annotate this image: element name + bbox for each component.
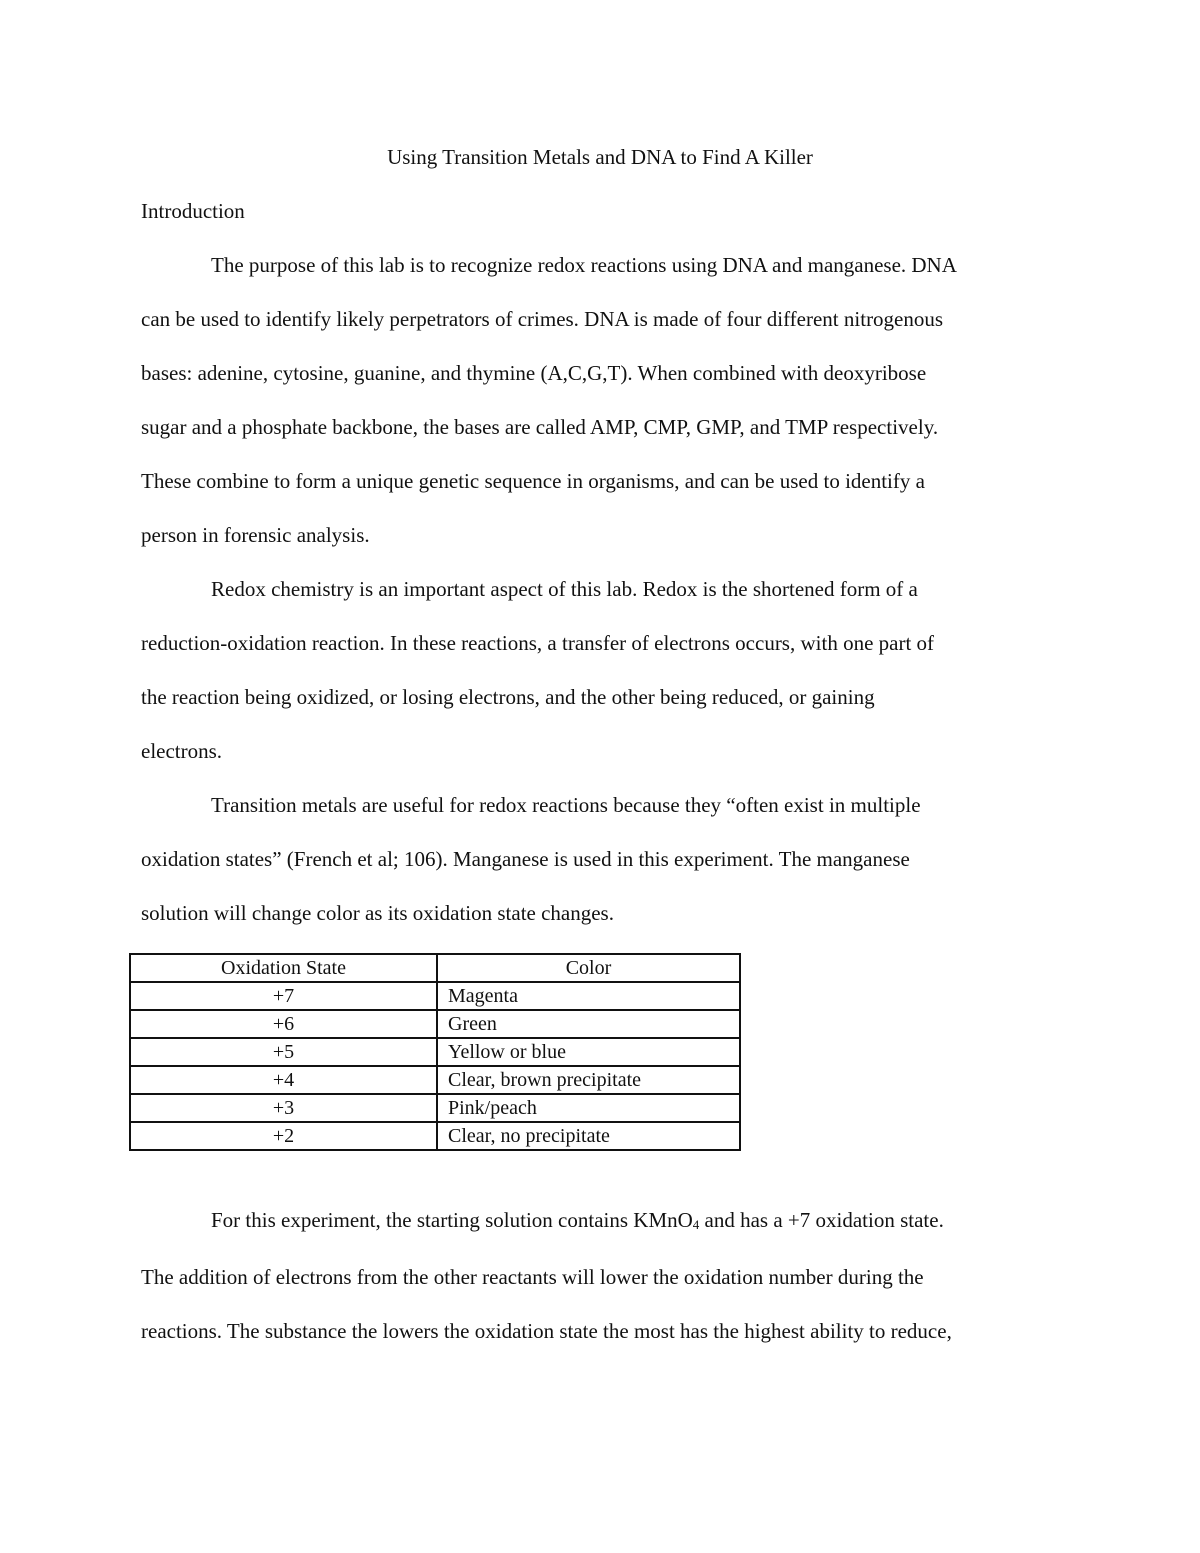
oxidation-state-cell: +2 [130, 1122, 437, 1150]
color-cell: Pink/peach [437, 1094, 740, 1122]
table-row [130, 982, 740, 1010]
column-header-oxidation-state: Oxidation State [130, 954, 437, 982]
line-text: and has a +7 oxidation state. [699, 1208, 944, 1232]
paragraph-line: solution will change color as its oxidation state changes. [141, 901, 614, 925]
color-cell: Clear, no precipitate [437, 1122, 740, 1150]
column-header-color: Color [437, 954, 740, 982]
oxidation-state-table [129, 953, 741, 1151]
paragraph-line: reduction-oxidation reaction. In these reactions, a transfer of electrons occurs, with one part of [141, 631, 935, 655]
oxidation-state-cell: +5 [130, 1038, 437, 1066]
paragraph-line: oxidation states” (French et al; 106). Manganese is used in this experiment. The manganese [141, 847, 910, 871]
paragraph-line: sugar and a phosphate backbone, the bases are called AMP, CMP, GMP, and TMP respectively. [141, 415, 939, 439]
paragraph-line: the reaction being oxidized, or losing electrons, and the other being reduced, or gaining [141, 685, 875, 709]
line-text: For this experiment, the starting solution contains KMnO [211, 1208, 693, 1232]
oxidation-state-cell: +3 [130, 1094, 437, 1122]
table-header-row [130, 954, 740, 982]
paragraph-line: These combine to form a unique genetic sequence in organisms, and can be used to identify a [141, 469, 925, 493]
oxidation-state-cell: +7 [130, 982, 437, 1010]
color-cell: Yellow or blue [437, 1038, 740, 1066]
paragraph-line: bases: adenine, cytosine, guanine, and thymine (A,C,G,T). When combined with deoxyribose [141, 361, 927, 385]
subscript: 4 [692, 1217, 700, 1232]
oxidation-state-cell: +4 [130, 1066, 437, 1094]
paragraph-line [141, 1193, 1066, 1250]
paragraph-line: The purpose of this lab is to recognize redox reactions using DNA and manganese. DNA [211, 253, 957, 277]
paragraph-purpose [141, 238, 1066, 562]
table-row [130, 1122, 740, 1150]
color-cell: Green [437, 1010, 740, 1038]
paragraph-line: Redox chemistry is an important aspect of this lab. Redox is the shortened form of a [211, 577, 918, 601]
table-row [130, 1010, 740, 1038]
color-cell: Magenta [437, 982, 740, 1010]
paragraph-line: The addition of electrons from the other reactants will lower the oxidation number during the [141, 1265, 924, 1289]
paragraph-transition-metals [141, 778, 1066, 940]
section-heading: Introduction [141, 199, 245, 223]
document-title: Using Transition Metals and DNA to Find A Killer [387, 145, 813, 169]
paragraph-redox [141, 562, 1066, 778]
table-row [130, 1094, 740, 1122]
paragraph-line: reactions. The substance the lowers the oxidation state the most has the highest ability to reduce, [141, 1319, 952, 1343]
table-row [130, 1038, 740, 1066]
paragraph-line: can be used to identify likely perpetrators of crimes. DNA is made of four different nitrogenous [141, 307, 944, 331]
paragraph-line: person in forensic analysis. [141, 523, 370, 547]
paragraph-line: Transition metals are useful for redox reactions because they “often exist in multiple [211, 793, 921, 817]
oxidation-state-cell: +6 [130, 1010, 437, 1038]
color-cell: Clear, brown precipitate [437, 1066, 740, 1094]
table-row [130, 1066, 740, 1094]
paragraph-experiment [141, 1193, 1066, 1358]
paragraph-line: electrons. [141, 739, 223, 763]
